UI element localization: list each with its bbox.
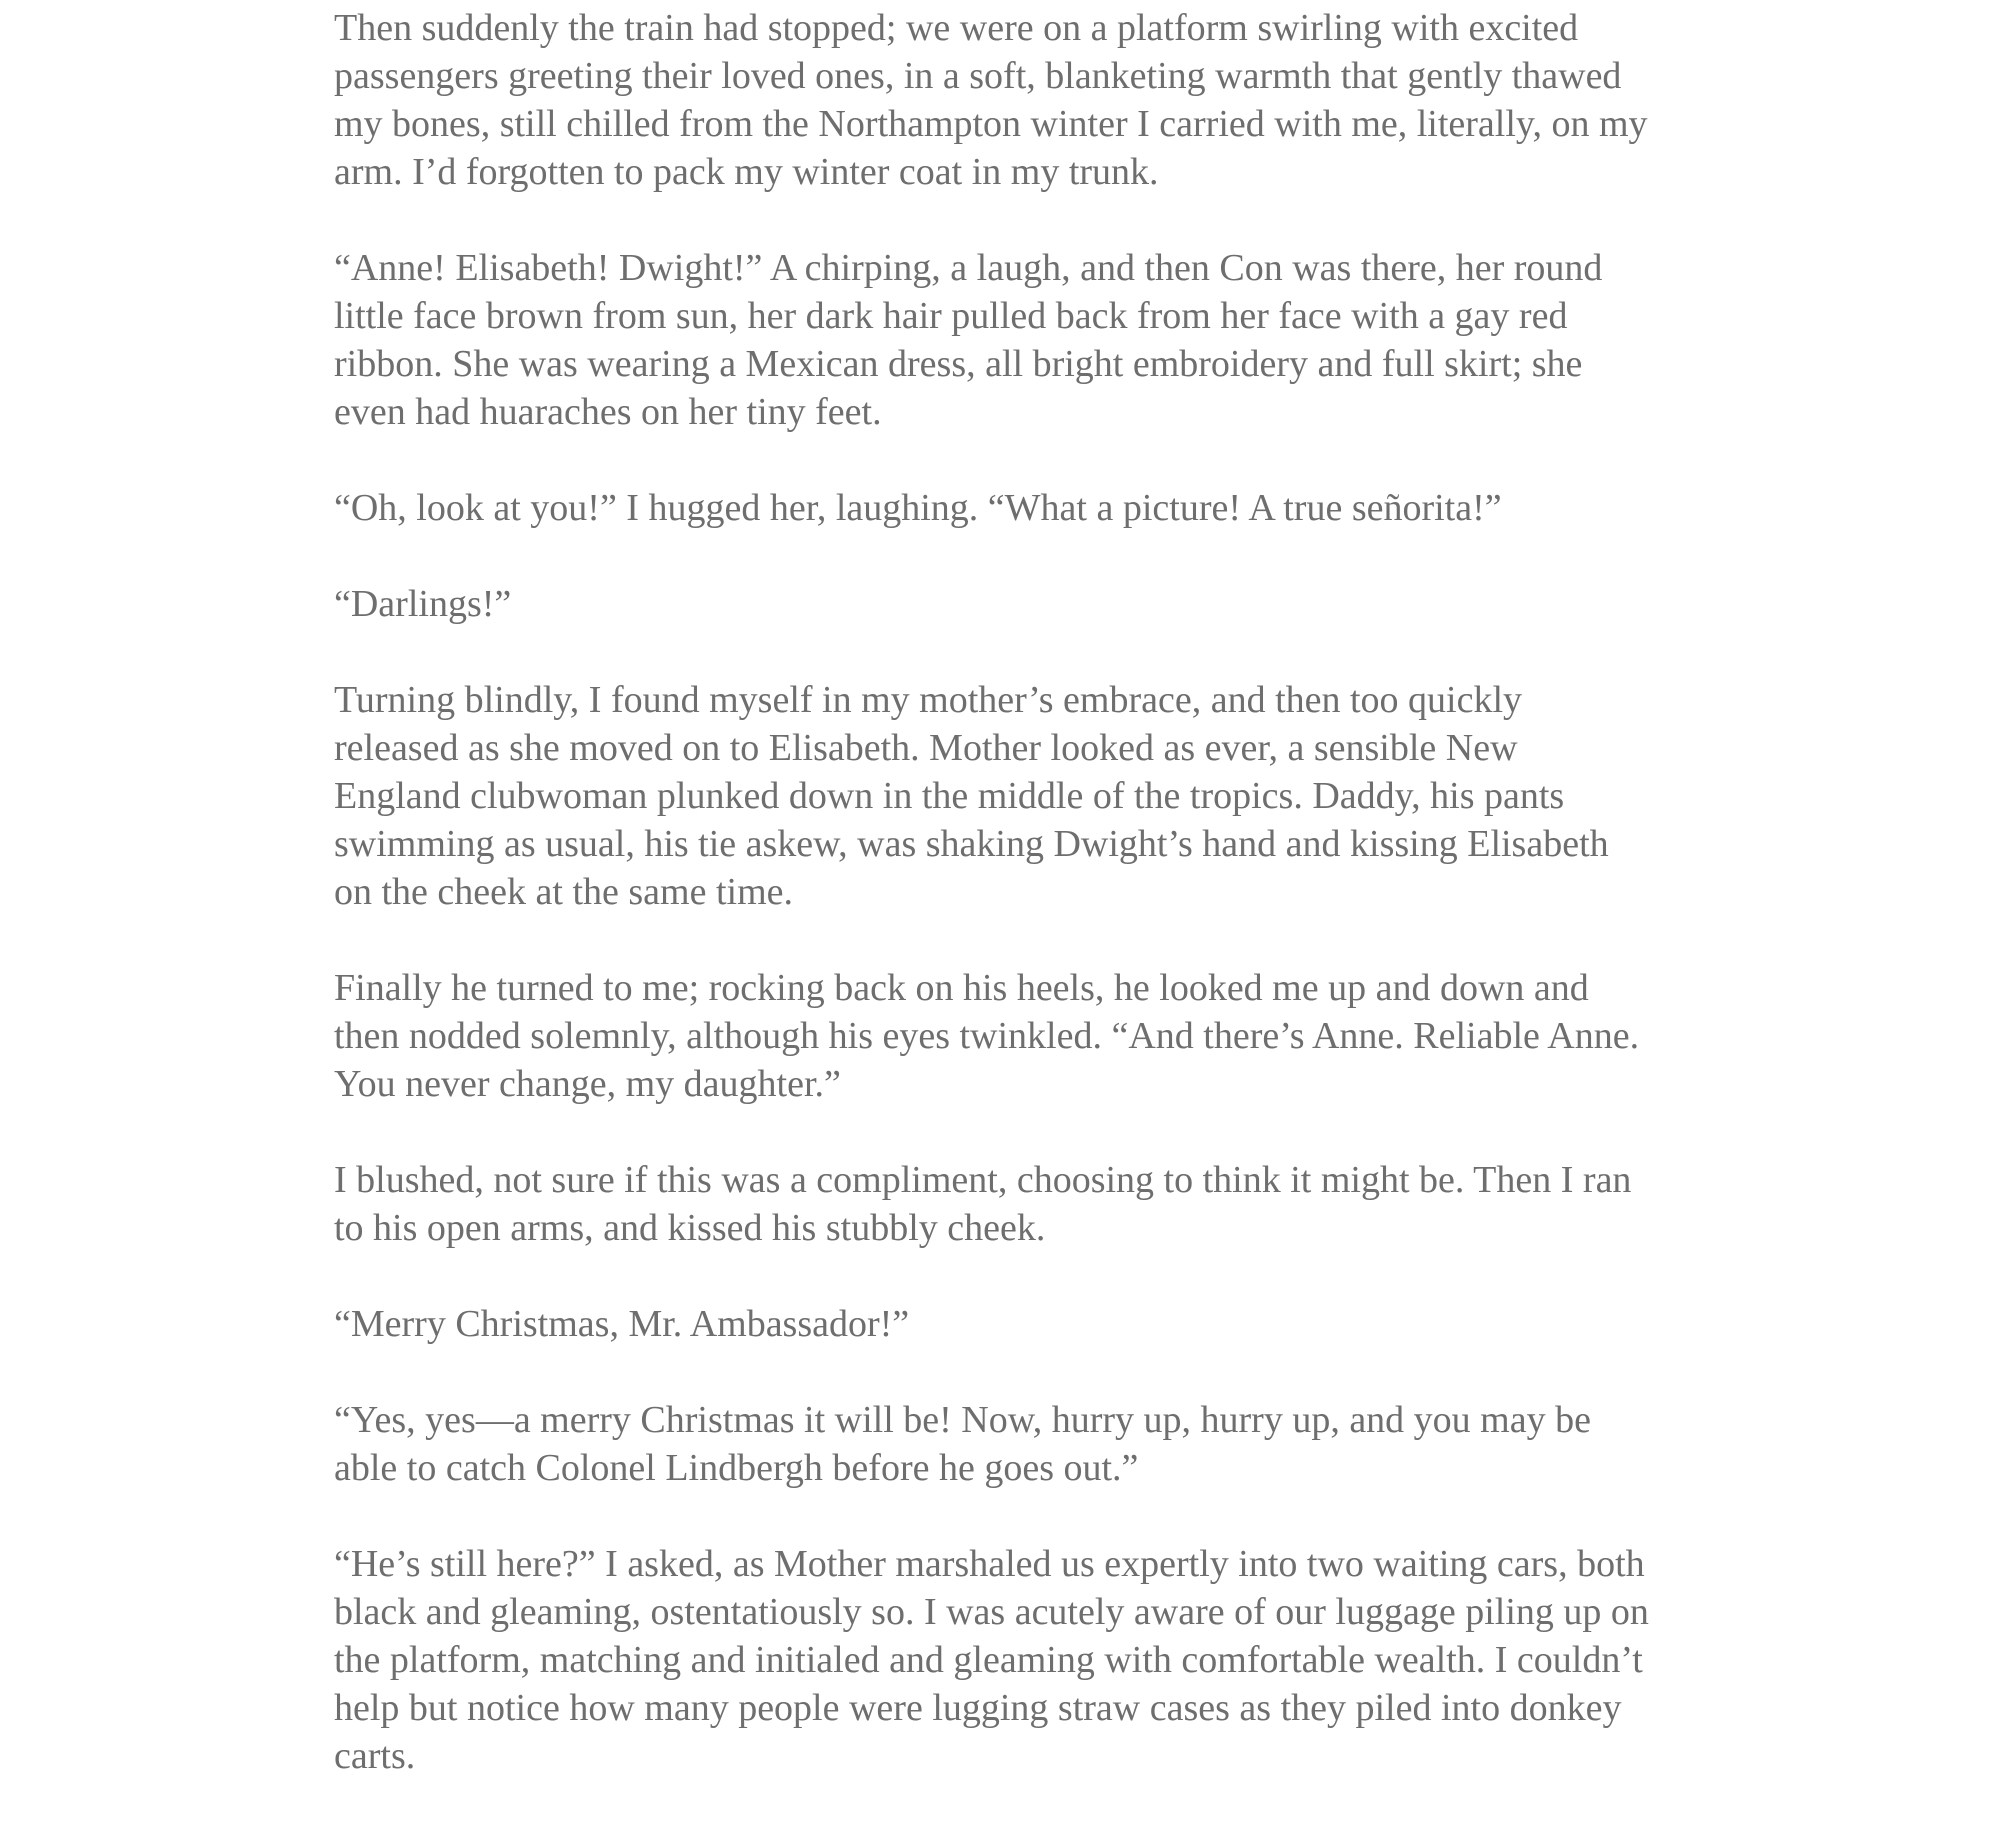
paragraph-hurry-up	[334, 1396, 1694, 1492]
text-line: black and gleaming, ostentatiously so. I was acutely aware of our luggage piling up on	[334, 1591, 1649, 1633]
text-line: swimming as usual, his tie askew, was shaking Dwight’s hand and kissing Elisabeth	[334, 823, 1609, 865]
text-line: Then suddenly the train had stopped; we were on a platform swirling with excited	[334, 7, 1579, 49]
paragraph-merry-christmas	[334, 1300, 1694, 1348]
paragraph-arrival	[334, 4, 1694, 196]
text-line: You never change, my daughter.”	[334, 1063, 841, 1105]
text-line: “Oh, look at you!” I hugged her, laughing. “What a picture! A true señorita!”	[334, 487, 1502, 529]
paragraph-mother-embrace	[334, 676, 1694, 916]
text-line: “Anne! Elisabeth! Dwight!” A chirping, a laugh, and then Con was there, her round	[334, 247, 1603, 289]
text-line: England clubwoman plunked down in the middle of the tropics. Daddy, his pants	[334, 775, 1565, 817]
text-line: I blushed, not sure if this was a compliment, choosing to think it might be. Then I ran	[334, 1159, 1632, 1201]
text-line: on the cheek at the same time.	[334, 871, 793, 913]
text-line: even had huaraches on her tiny feet.	[334, 391, 882, 433]
text-line: Turning blindly, I found myself in my mother’s embrace, and then too quickly	[334, 679, 1523, 721]
paragraph-still-here	[334, 1540, 1694, 1780]
text-line: able to catch Colonel Lindbergh before he goes out.”	[334, 1447, 1139, 1489]
paragraph-blushed	[334, 1156, 1694, 1252]
text-line: Finally he turned to me; rocking back on his heels, he looked me up and down and	[334, 967, 1589, 1009]
text-line: then nodded solemnly, although his eyes twinkled. “And there’s Anne. Reliable Anne.	[334, 1015, 1640, 1057]
document-page	[334, 4, 1694, 1828]
text-line: “Yes, yes—a merry Christmas it will be! Now, hurry up, hurry up, and you may be	[334, 1399, 1591, 1441]
text-line: “He’s still here?” I asked, as Mother marshaled us expertly into two waiting cars, both	[334, 1543, 1645, 1585]
paragraph-reliable-anne	[334, 964, 1694, 1108]
text-line: my bones, still chilled from the Northampton winter I carried with me, literally, on my	[334, 103, 1648, 145]
text-line: passengers greeting their loved ones, in a soft, blanketing warmth that gently thawed	[334, 55, 1622, 97]
text-line: the platform, matching and initialed and gleaming with comfortable wealth. I couldn’t	[334, 1639, 1643, 1681]
paragraph-darlings	[334, 580, 1694, 628]
text-line: “Merry Christmas, Mr. Ambassador!”	[334, 1303, 910, 1345]
text-line: released as she moved on to Elisabeth. Mother looked as ever, a sensible New	[334, 727, 1518, 769]
text-line: to his open arms, and kissed his stubbly cheek.	[334, 1207, 1046, 1249]
text-line: arm. I’d forgotten to pack my winter coat in my trunk.	[334, 151, 1159, 193]
text-line: ribbon. She was wearing a Mexican dress, all bright embroidery and full skirt; she	[334, 343, 1583, 385]
paragraph-senorita	[334, 484, 1694, 532]
text-line: help but notice how many people were lugging straw cases as they piled into donkey	[334, 1687, 1622, 1729]
paragraph-con-greeting	[334, 244, 1694, 436]
text-line: carts.	[334, 1735, 416, 1777]
text-line: “Darlings!”	[334, 583, 512, 625]
text-line: little face brown from sun, her dark hair pulled back from her face with a gay red	[334, 295, 1568, 337]
